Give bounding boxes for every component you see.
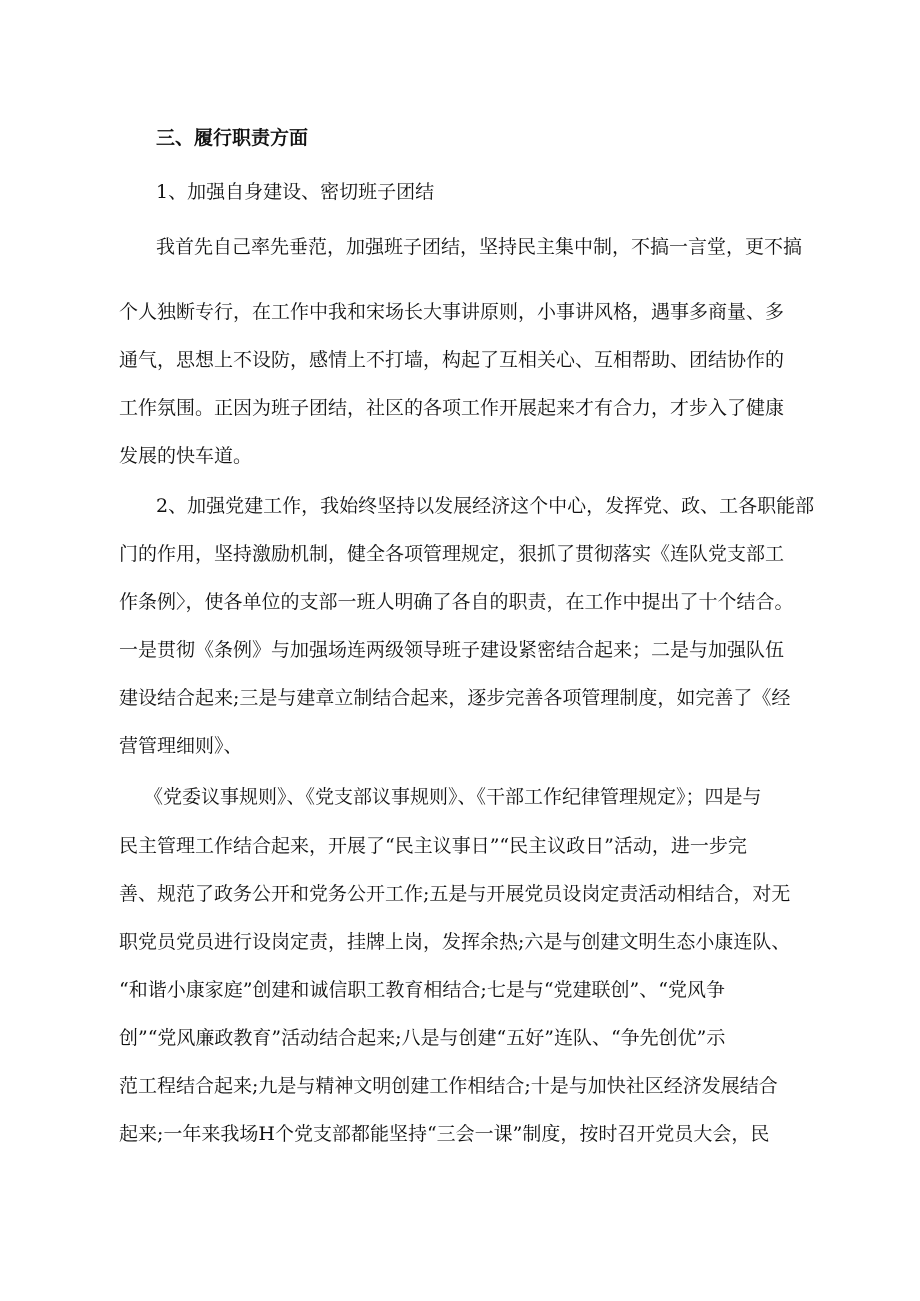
paragraph-line: 我首先自己率先垂范，加强班子团结，坚持民主集中制，不搞一言堂，更不搞 xyxy=(156,236,803,258)
paragraph-line: 工作氛围。正因为班子团结，社区的各项工作开展起来才有合力，才步入了健康 xyxy=(119,397,785,419)
paragraph-line: 民主管理工作结合起来，开展了“民主议事日”“民主议政日”活动，进一步完 xyxy=(119,835,747,857)
paragraph-line: 一是贯彻《条例》与加强场连两级领导班子建设紧密结合起来；二是与加强队伍 xyxy=(119,639,785,661)
item1-title: 1、加强自身建设、密切班子团结 xyxy=(156,181,435,203)
paragraph-line: 《党委议事规则》、《党支部议事规则》、《干部工作纪律管理规定》；四是与 xyxy=(144,786,762,808)
paragraph-line: 发展的快车道。 xyxy=(119,445,253,467)
section-heading: 三、履行职责方面 xyxy=(156,127,309,149)
paragraph-line: 作条例〉，使各单位的支部一班人明确了各自的职责，在工作中提出了十个结合。 xyxy=(119,591,794,613)
paragraph-line: 营管理细则》、 xyxy=(119,735,243,757)
paragraph-line: 善、规范了政务公开和党务公开工作;五是与开展党员设岗定责活动相结合，对无 xyxy=(119,883,791,905)
paragraph-line: 创”“党风廉政教育”活动结合起来;八是与创建“五好”连队、“争先创优”示 xyxy=(119,1027,726,1049)
paragraph-line: 通气，思想上不设防，感情上不打墙，构起了互相关心、互相帮助、团结协作的 xyxy=(119,349,785,371)
paragraph-line: 范工程结合起来;九是与精神文明创建工作相结合;十是与加快社区经济发展结合 xyxy=(119,1075,778,1097)
paragraph-line: 个人独断专行，在工作中我和宋场长大事讲原则，小事讲风格，遇事多商量、多 xyxy=(119,301,785,323)
paragraph-line: “和谐小康家庭”创建和诚信职工教育相结合;七是与“党建联创”、“党风争 xyxy=(119,979,725,1001)
paragraph-line: 职党员党员进行设岗定责，挂牌上岗，发挥余热;六是与创建文明生态小康连队、 xyxy=(119,931,791,953)
paragraph-line: 起来;一年来我场H个党支部都能坚持“三会一课”制度，按时召开党员大会，民 xyxy=(119,1123,770,1145)
paragraph-line: 门的作用，坚持激励机制，健全各项管理规定，狠抓了贯彻落实《连队党支部工 xyxy=(119,543,785,565)
paragraph-line: 2、加强党建工作，我始终坚持以发展经济这个中心，发挥党、政、工各职能部 xyxy=(156,495,815,517)
paragraph-line: 建设结合起来;三是与建章立制结合起来，逐步完善各项管理制度，如完善了《经 xyxy=(119,687,791,709)
